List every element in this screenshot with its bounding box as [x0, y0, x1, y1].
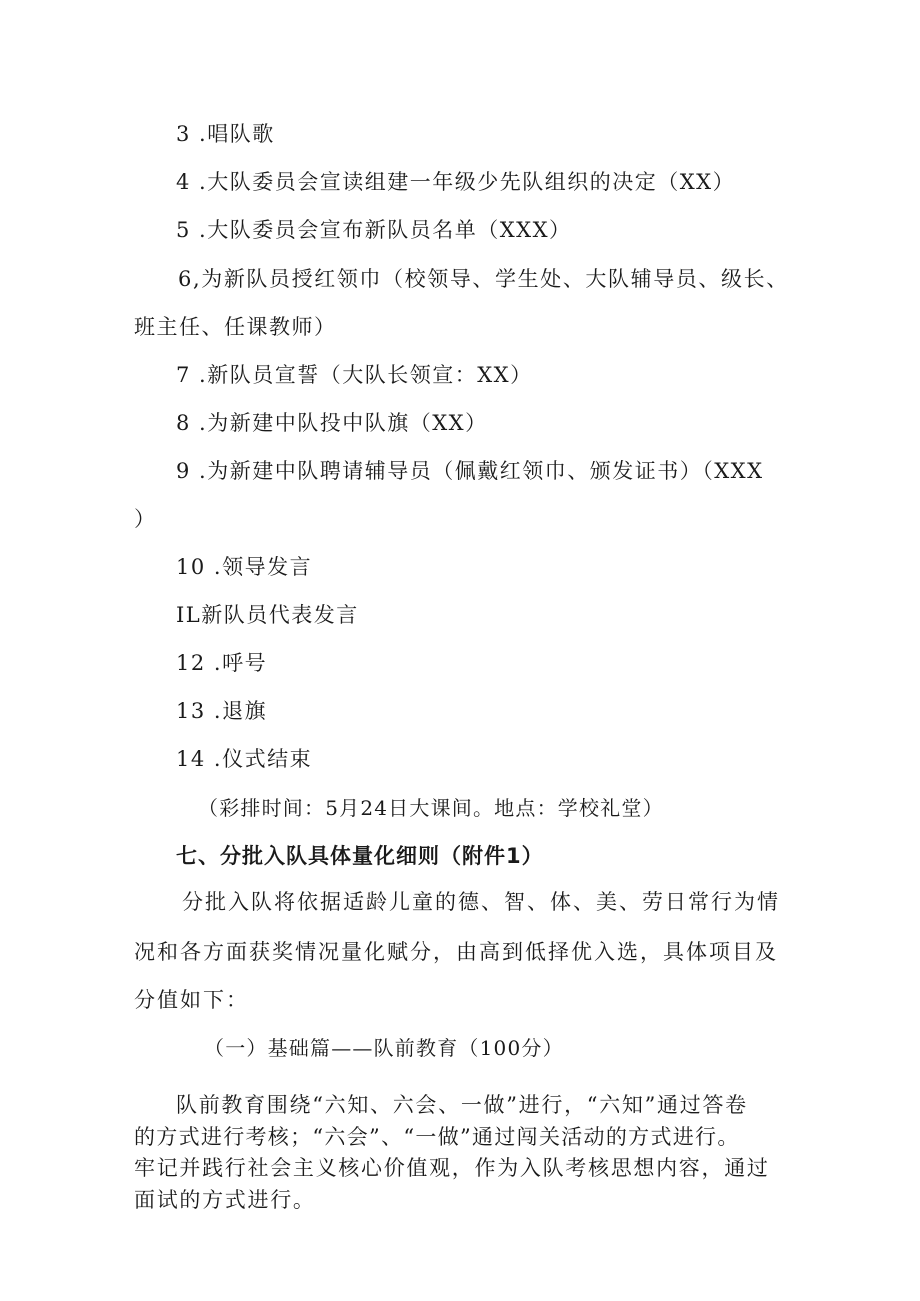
intro-paragraph-line-2: 况和各方面获奖情况量化赋分，由高到低择优入选，具体项目及: [134, 940, 778, 964]
program-item-5: 5 .大队委员会宣布新队员名单（XXX）: [176, 218, 572, 242]
program-item-11: IL新队员代表发言: [176, 603, 359, 627]
program-item-4: 4 .大队委员会宣读组建一年级少先队组织的决定（XX）: [176, 170, 736, 194]
subsection-heading: （一）基础篇——队前教育（100分）: [204, 1036, 564, 1060]
program-item-12: 12 .呼号: [176, 651, 268, 675]
program-item-10: 10 .领导发言: [176, 555, 313, 579]
intro-paragraph-line-1: 分批入队将依据适龄儿童的德、智、体、美、劳日常行为情: [182, 890, 780, 914]
program-item-6-continuation: 班主任、任课教师）: [134, 315, 337, 339]
program-item-8: 8 .为新建中队投中队旗（XX）: [176, 411, 488, 435]
program-item-13: 13 .退旗: [176, 699, 268, 723]
pre-education-line-3: 牢记并践行社会主义核心价值观，作为入队考核思想内容，通过: [134, 1156, 770, 1180]
rehearsal-note: （彩排时间：5月24日大课间。地点：学校礼堂）: [198, 796, 664, 820]
program-item-9-continuation: ）: [134, 507, 157, 531]
program-item-9: 9 .为新建中队聘请辅导员（佩戴红领巾、颁发证书）（XXX: [176, 459, 764, 483]
program-item-3: 3 .唱队歌: [176, 122, 275, 146]
program-item-14: 14 .仪式结束: [176, 747, 313, 771]
pre-education-line-1: 队前教育围绕“六知、六会、一做”进行，“六知”通过答卷: [176, 1093, 748, 1117]
pre-education-line-2: 的方式进行考核；“六会”、“一做”通过闯关活动的方式进行。: [134, 1125, 740, 1149]
pre-education-line-4: 面试的方式进行。: [134, 1188, 316, 1212]
program-item-6: 6,为新队员授红领巾（校领导、学生处、大队辅导员、级长、: [178, 267, 789, 291]
section-heading: 七、分批入队具体量化细则（附件1）: [176, 844, 544, 868]
program-item-7: 7 .新队员宣誓（大队长领宣：XX）: [176, 363, 533, 387]
intro-paragraph-line-3: 分值如下：: [134, 988, 249, 1012]
